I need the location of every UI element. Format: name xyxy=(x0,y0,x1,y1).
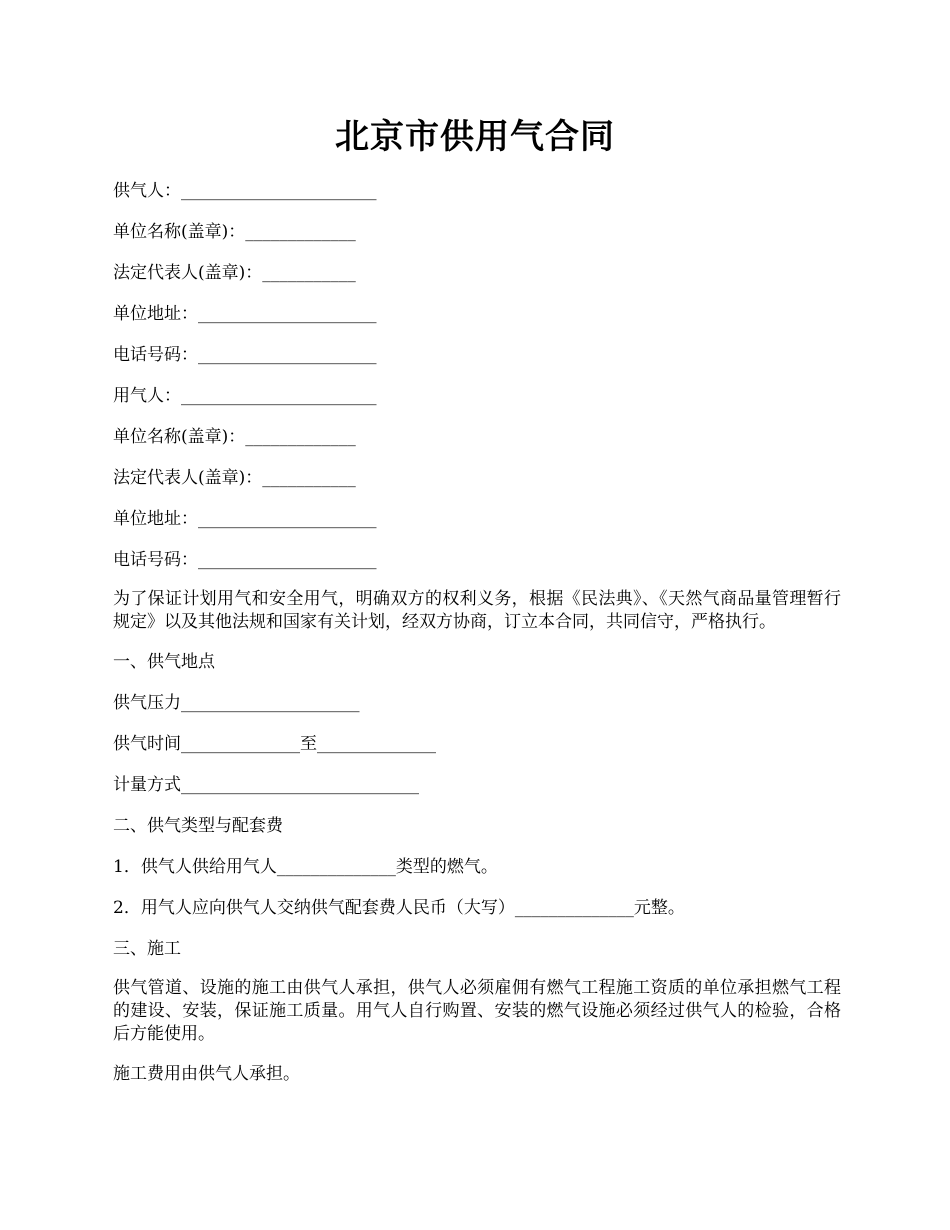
section2-item1: 1．供气人供给用气人______________类型的燃气。 xyxy=(113,857,498,877)
page-title: 北京市供用气合同 xyxy=(335,117,615,157)
supplier-name-line: 供气人：_______________________ xyxy=(113,181,377,201)
user-legal-rep-line: 法定代表人(盖章)：___________ xyxy=(113,468,356,488)
section3-paragraph-1: 供气管道、设施的施工由供气人承担，供气人必须雇佣有燃气工程施工资质的单位承担燃气工程的建设、安装，保证施工质量。用气人自行购置、安装的燃气设施必须经过供气人的检验，合格后方能使用。 xyxy=(113,978,841,1044)
section3-paragraph-2: 施工费用由供气人承担。 xyxy=(113,1064,300,1084)
supply-pressure-line: 供气压力_____________________ xyxy=(113,693,360,713)
user-unit-name-line: 单位名称(盖章)：_____________ xyxy=(113,427,356,447)
supplier-legal-rep-line: 法定代表人(盖章)：___________ xyxy=(113,263,356,283)
user-phone-line: 电话号码：_____________________ xyxy=(113,550,377,570)
preamble-paragraph: 为了保证计划用气和安全用气，明确双方的权利义务，根据《民法典》、《天然气商品量管理暂行规定》以及其他法规和国家有关计划，经双方协商，订立本合同，共同信守，严格执行。 xyxy=(113,589,841,632)
section2-heading: 二、供气类型与配套费 xyxy=(113,816,283,836)
metering-method-line: 计量方式____________________________ xyxy=(113,775,419,795)
supply-time-line: 供气时间______________至______________ xyxy=(113,734,436,754)
supplier-phone-line: 电话号码：_____________________ xyxy=(113,345,377,365)
document-body xyxy=(113,178,841,1102)
section3-heading: 三、施工 xyxy=(113,939,181,959)
supplier-unit-name-line: 单位名称(盖章)：_____________ xyxy=(113,222,356,242)
section2-item2: 2．用气人应向供气人交纳供气配套费人民币（大写）______________元整。 xyxy=(113,898,685,918)
section1-heading: 一、供气地点 xyxy=(113,652,215,672)
user-name-line: 用气人：_______________________ xyxy=(113,386,377,406)
supplier-address-line: 单位地址：_____________________ xyxy=(113,304,377,324)
user-address-line: 单位地址：_____________________ xyxy=(113,509,377,529)
